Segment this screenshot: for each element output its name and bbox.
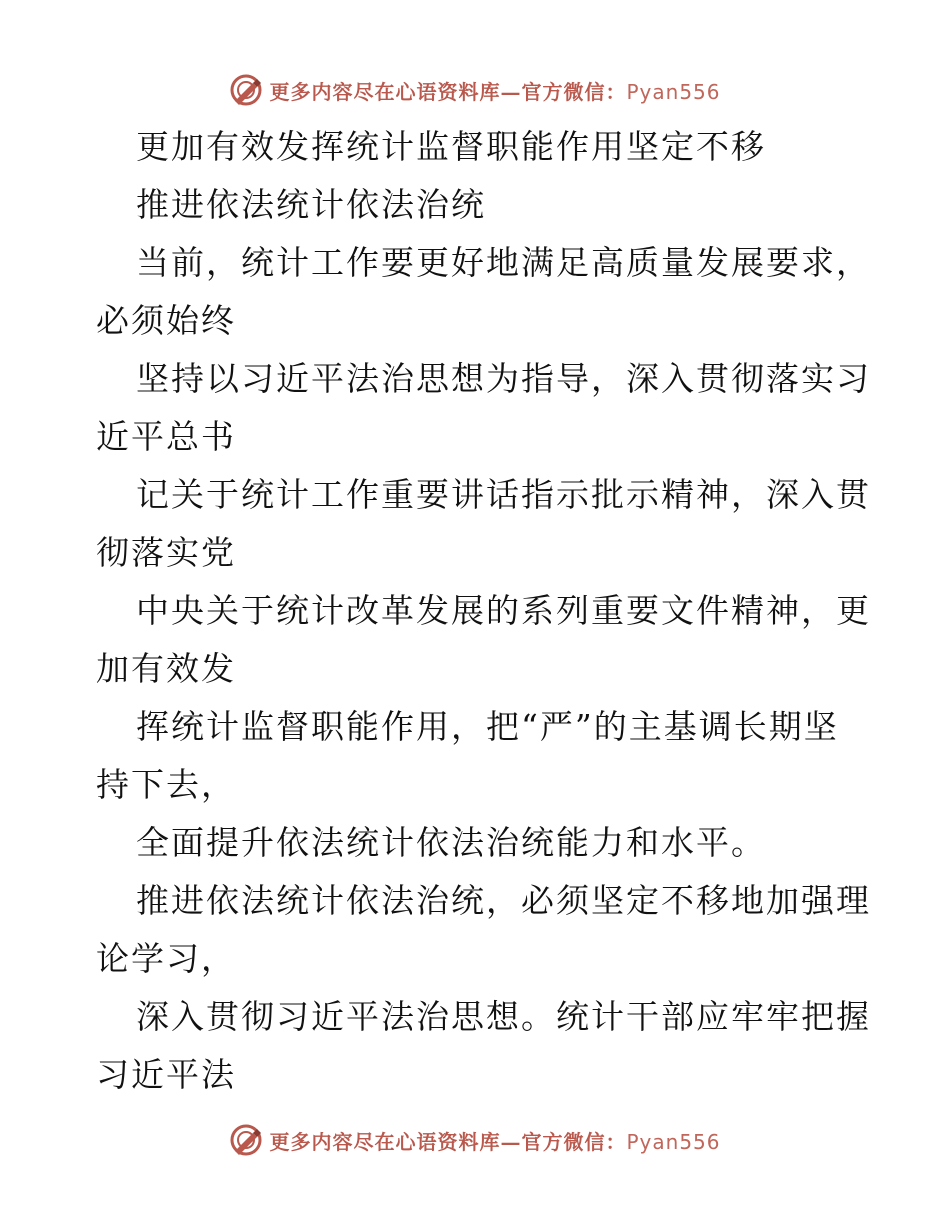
- footer-banner-text: 更多内容尽在心语资料库—官方微信：Pyan556: [269, 1129, 721, 1154]
- body-line: 坚持以习近平法治思想为指导，深入贯彻落实习: [136, 359, 871, 398]
- body-line: 推进依法统计依法治统: [136, 185, 486, 224]
- body-line: 习近平法: [96, 1055, 236, 1094]
- body-line: 推进依法统计依法治统，必须坚定不移地加强理: [136, 881, 871, 920]
- header-banner-text: 更多内容尽在心语资料库—官方微信：Pyan556: [269, 79, 721, 104]
- pen-logo-icon: [229, 1123, 263, 1157]
- body-line: 深入贯彻习近平法治思想。统计干部应牢牢把握: [136, 997, 871, 1036]
- body-line: 挥统计监督职能作用，把“严”的主基调长期坚: [136, 707, 839, 746]
- body-line: 近平总书: [96, 417, 236, 456]
- header-banner-contact: Pyan556: [626, 79, 721, 104]
- body-text: [96, 118, 871, 1104]
- pen-logo-icon: [229, 73, 263, 107]
- body-line: 全面提升依法统计依法治统能力和水平。: [136, 823, 766, 862]
- body-line: 加有效发: [96, 649, 236, 688]
- header-watermark-banner: [0, 70, 950, 110]
- body-line: 持下去，: [96, 765, 236, 804]
- body-line: 更加有效发挥统计监督职能作用坚定不移: [136, 127, 766, 166]
- body-line: 论学习，: [96, 939, 236, 978]
- body-line: 必须始终: [96, 301, 236, 340]
- footer-watermark-banner: [0, 1120, 950, 1160]
- body-line: 当前，统计工作要更好地满足高质量发展要求，: [136, 243, 871, 282]
- footer-banner-contact: Pyan556: [626, 1129, 721, 1154]
- body-line: 记关于统计工作重要讲话指示批示精神，深入贯: [136, 475, 871, 514]
- body-line: 中央关于统计改革发展的系列重要文件精神，更: [136, 591, 871, 630]
- body-line: 彻落实党: [96, 533, 236, 572]
